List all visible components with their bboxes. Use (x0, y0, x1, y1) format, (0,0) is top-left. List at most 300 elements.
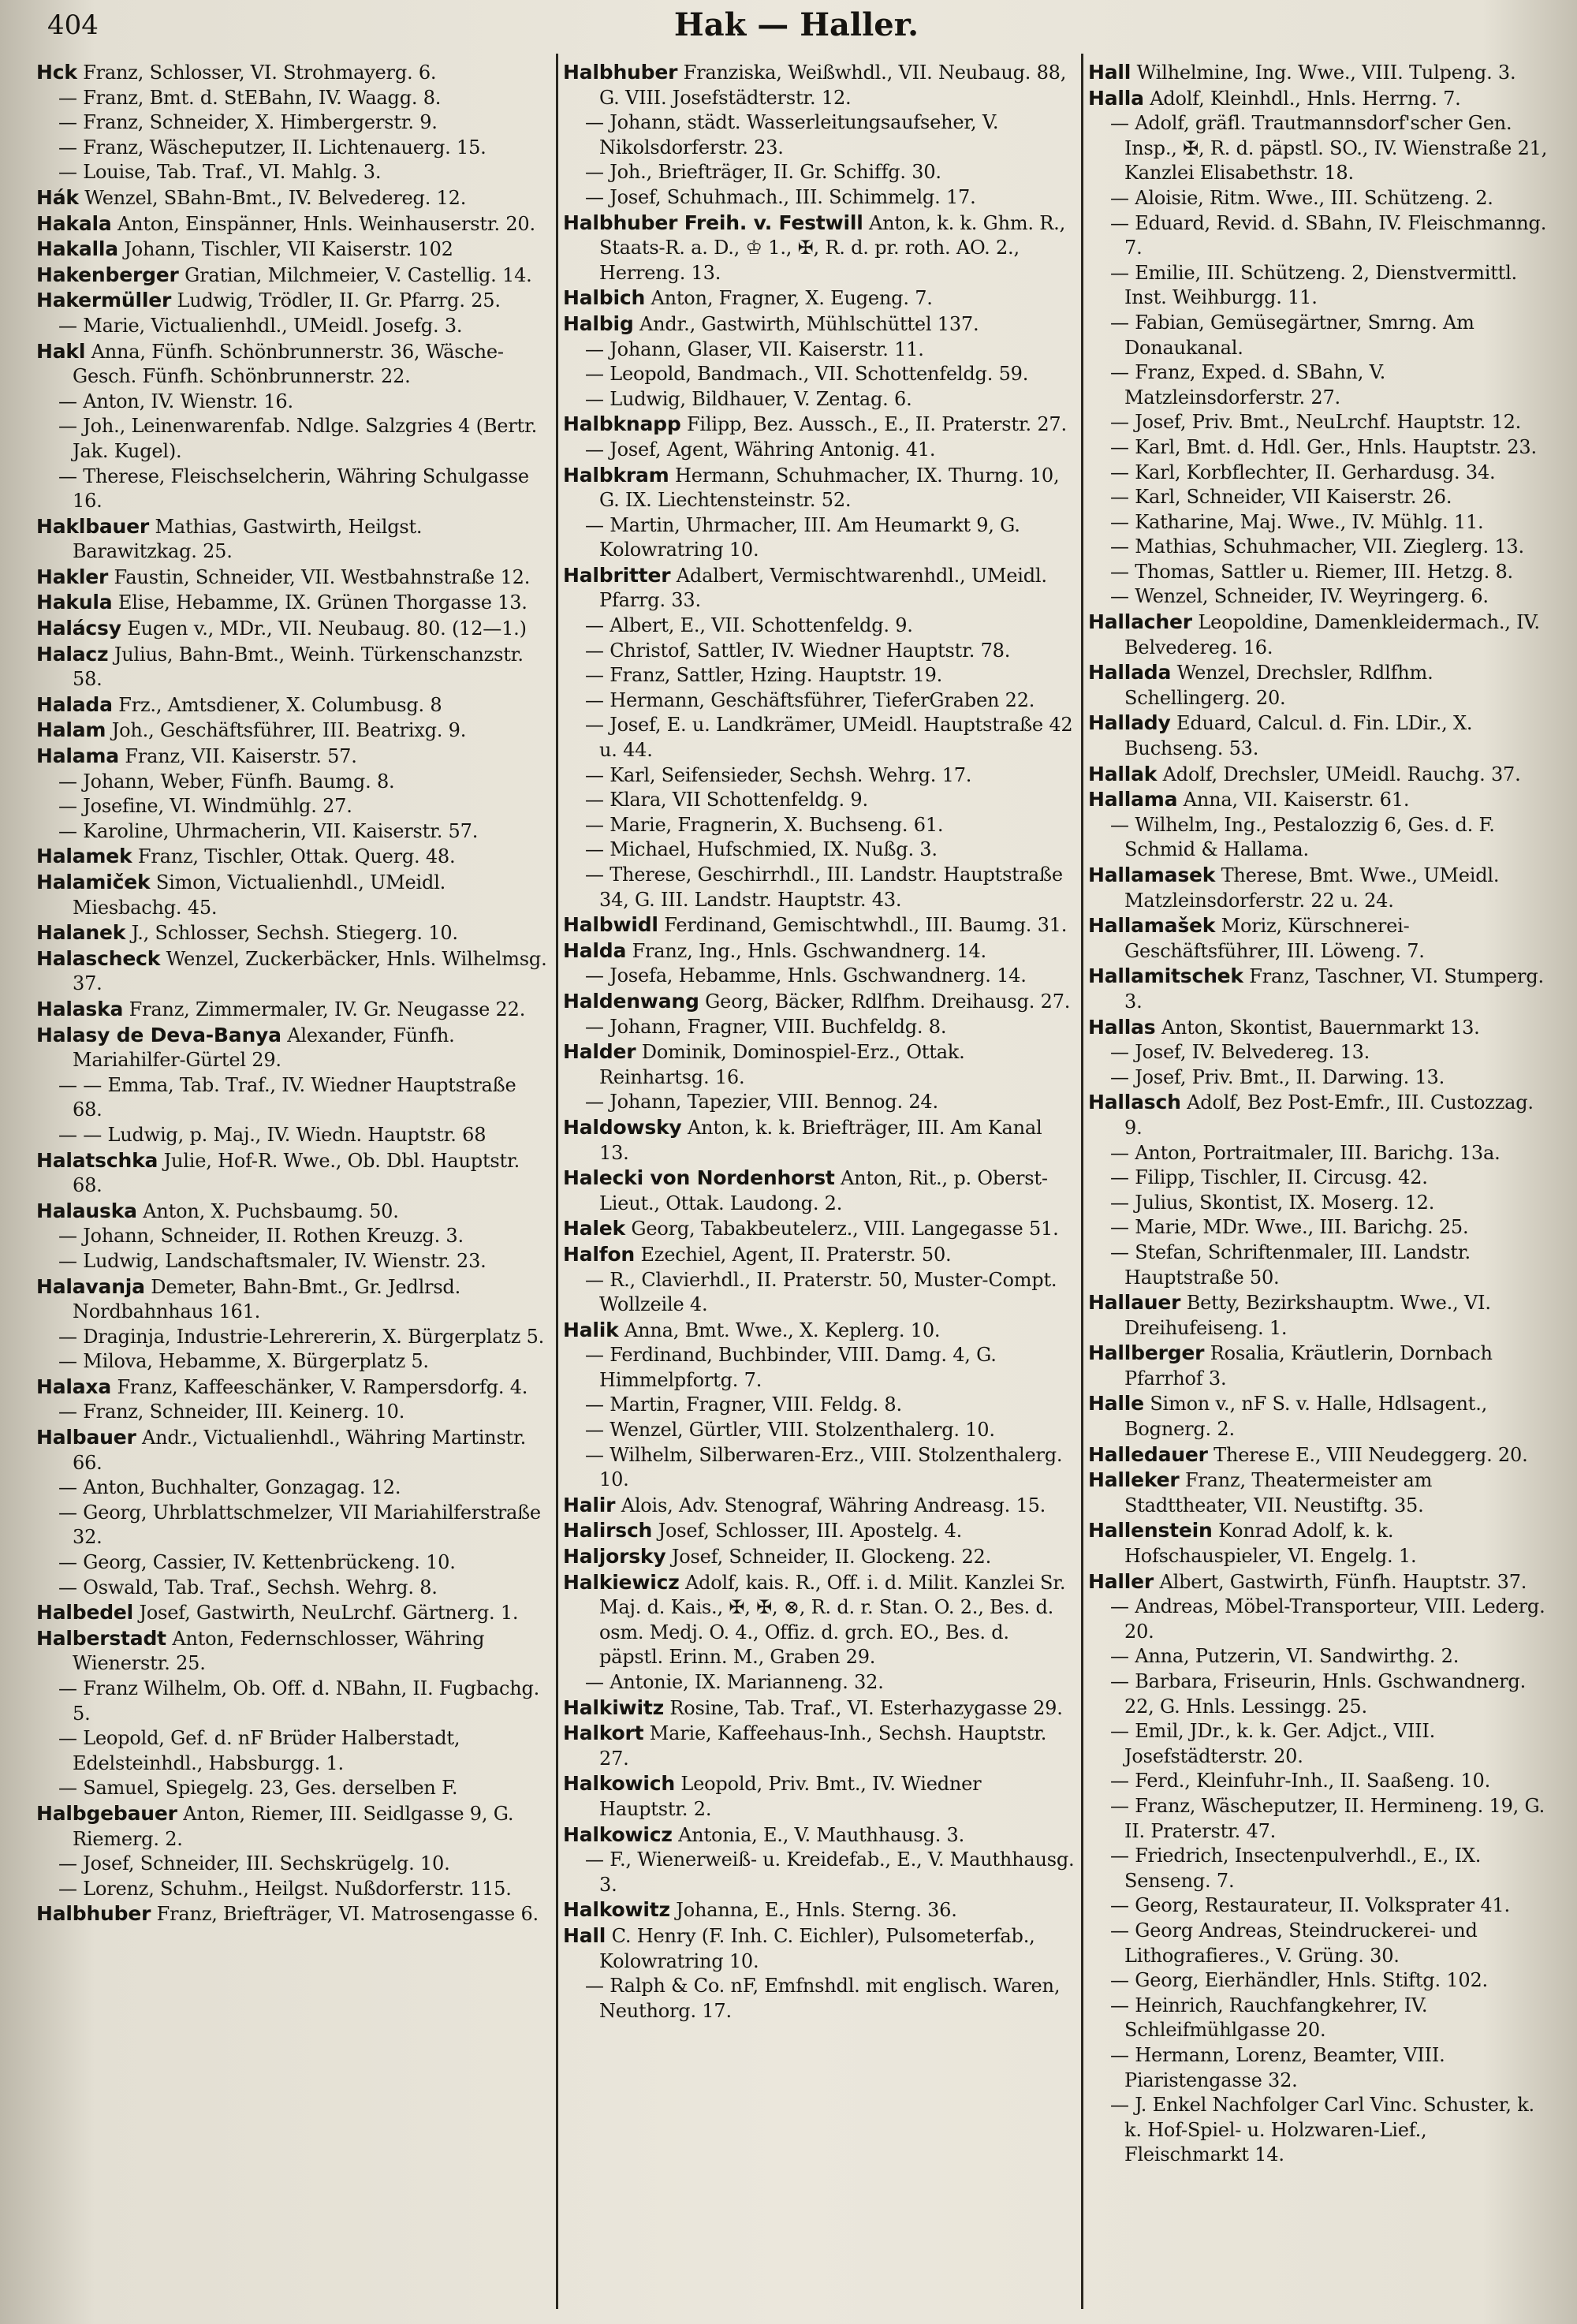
directory-entry (1088, 1719, 1553, 1769)
entry-details: Wenzel, Zuckerbäcker, Hnls. Wilhelmsg. 37. (73, 947, 547, 995)
entry-details: — Martin, Uhrmacher, III. Am Heumarkt 9, G. Kolowratring 10. (585, 513, 1020, 561)
entry-surname: Halla (1088, 86, 1144, 110)
directory-entry (563, 387, 1076, 412)
directory-entry (563, 1695, 1076, 1722)
entry-details: Antonia, E., V. Mauthhausg. 3. (672, 1823, 965, 1846)
entry-surname: Hck (36, 61, 77, 84)
entry-surname: Hallenstein (1088, 1519, 1213, 1542)
directory-entry (36, 616, 549, 642)
entry-details: — Georg Andreas, Steindruckerei- und Lithografieres., V. Grüng. 30. (1110, 1919, 1478, 1967)
directory-entry (1088, 435, 1553, 461)
entry-details: — Josefine, VI. Windmühlg. 27. (58, 795, 352, 818)
entry-details: Adalbert, Vermischtwarenhdl., UMeidl. Pfarrg. 33. (599, 564, 1047, 612)
entry-details: Andr., Victualienhdl., Währing Martinstr. 66. (73, 1427, 527, 1474)
entry-details: Anna, Fünfh. Schönbrunnerstr. 36, Wäsche-Gesch. Fünfh. Schönbrunnerstr. 22. (73, 340, 504, 388)
directory-entry (36, 718, 549, 744)
entry-details: — Draginja, Industrie-Lehrererin, X. Bürgerplatz 5. (58, 1325, 545, 1348)
entry-details: — Lorenz, Schuhm., Heilgst. Nußdorferstr. 115. (58, 1877, 512, 1900)
entry-details: Adolf, Drechsler, UMeidl. Rauchg. 37. (1157, 763, 1521, 785)
directory-entry (36, 1550, 549, 1576)
entry-details: — Christof, Sattler, IV. Wiedner Hauptstr. 78. (585, 639, 1011, 662)
entry-surname: Haljorsky (563, 1545, 666, 1569)
directory-entry (1088, 1040, 1553, 1065)
directory-entry (36, 1375, 549, 1401)
entry-surname: Hakler (36, 565, 109, 588)
entry-details: Mathias, Gastwirth, Heilgst. Barawitzkag. 25. (73, 515, 423, 563)
entry-surname: Halanek (36, 921, 126, 945)
entry-details: — Leopold, Gef. d. nF Brüder Halberstadt, Edelsteinhdl., Habsburgg. 1. (58, 1727, 460, 1774)
entry-details: Andr., Gastwirth, Mühlschüttel 137. (633, 312, 979, 335)
entry-details: — Georg, Eierhändler, Hnls. Stiftg. 102. (1110, 1969, 1488, 1992)
directory-entry (563, 1721, 1076, 1771)
entry-details: — Anton, Portraitmaler, III. Barichg. 13a. (1110, 1141, 1501, 1164)
directory-entry (36, 1325, 549, 1350)
entry-details: Moriz, Kürschnerei-Geschäftsführer, III. Löweng. 7. (1124, 915, 1425, 962)
directory-entry (36, 1249, 549, 1274)
entry-surname: Halama (36, 744, 119, 768)
directory-entry (563, 438, 1076, 463)
entry-surname: Halbwidl (563, 913, 658, 937)
entry-details: Franz, Zimmermaler, IV. Gr. Neugasse 22. (123, 998, 526, 1020)
directory-entry (563, 1115, 1076, 1166)
directory-entry (36, 514, 549, 565)
directory-entry (36, 1877, 549, 1902)
entry-surname: Halascheck (36, 946, 161, 970)
entry-details: — Emil, JDr., k. k. Ger. Adjct., VIII. Josefstädterstr. 20. (1110, 1720, 1436, 1767)
entry-details: — Julius, Skontist, IX. Moserg. 12. (1110, 1191, 1435, 1214)
entry-details: Alexander, Fünfh. Mariahilfer-Gürtel 29. (73, 1024, 455, 1072)
directory-entry (36, 1677, 549, 1726)
directory-entry (36, 1224, 549, 1249)
entry-details: — Albert, E., VII. Schottenfeldg. 9. (585, 614, 913, 637)
directory-entry (563, 1670, 1076, 1695)
entry-surname: Halacz (36, 642, 109, 666)
entry-details: Julius, Bahn-Bmt., Weinh. Türkenschanzstr. 58. (73, 643, 524, 691)
directory-entry (563, 1544, 1076, 1570)
entry-details: Marie, Kaffeehaus-Inh., Sechsh. Hauptstr. 27. (599, 1722, 1047, 1770)
directory-entry (563, 1418, 1076, 1443)
entry-details: — Samuel, Spiegelg. 23, Ges. derselben F. (58, 1777, 458, 1800)
entry-surname: Halaxa (36, 1375, 112, 1398)
directory-entry (36, 160, 549, 185)
entry-details: — Johann, Weber, Fünfh. Baumg. 8. (58, 770, 395, 793)
entry-details: — Therese, Fleischselcherin, Währing Schulgasse 16. (58, 464, 529, 513)
entry-details: — Michael, Hufschmied, IX. Nußg. 3. (585, 838, 938, 861)
entry-details: — Anton, IV. Wienstr. 16. (58, 390, 293, 412)
entry-details: Anton, Riemer, III. Seidlgasse 9, G. Riemerg. 2. (73, 1802, 514, 1850)
entry-details: — Katharine, Maj. Wwe., IV. Mühlg. 11. (1110, 510, 1484, 533)
entry-surname: Hall (563, 1923, 606, 1947)
directory-entry (563, 989, 1076, 1015)
directory-entry (1088, 787, 1553, 813)
entry-details: Julie, Hof-R. Wwe., Ob. Dbl. Hauptstr. 68. (73, 1149, 520, 1197)
directory-entry (36, 1425, 549, 1475)
column-3 (1088, 60, 1553, 2315)
directory-entry (36, 946, 549, 997)
entry-surname: Halda (563, 938, 627, 962)
entry-details: J., Schlosser, Sechsh. Stiegerg. 10. (125, 922, 458, 945)
directory-entry (1088, 1669, 1553, 1719)
entry-details: — Franz, Sattler, Hzing. Hauptstr. 19. (585, 664, 943, 687)
entry-surname: Halir (563, 1493, 616, 1516)
entry-details: — Hermann, Lorenz, Beamter, VIII. Piaristengasse 32. (1110, 2043, 1445, 2091)
entry-details: — Klara, VII Schottenfeldg. 9. (585, 789, 868, 811)
entry-surname: Halik (563, 1318, 619, 1341)
directory-entry (563, 1771, 1076, 1822)
entry-surname: Halirsch (563, 1519, 653, 1542)
entry-details: Frz., Amtsdiener, X. Columbusg. 8 (112, 693, 442, 716)
directory-entry (1088, 360, 1553, 410)
entry-details: Gratian, Milchmeier, V. Castellig. 14. (178, 263, 532, 286)
entry-surname: Halasy de Deva-Banya (36, 1023, 281, 1046)
entry-details: Joh., Geschäftsführer, III. Beatrixg. 9. (106, 719, 467, 742)
directory-entry (563, 1268, 1076, 1318)
entry-details: — Franz, Wäscheputzer, II. Hermineng. 19, G. II. Praterstr. 47. (1110, 1794, 1545, 1842)
entry-details: Franz, Ing., Hnls. Gschwandnerg. 14. (626, 939, 986, 962)
directory-entry (563, 1039, 1076, 1090)
entry-surname: Hallberger (1088, 1341, 1205, 1365)
entry-details: Wenzel, SBahn-Bmt., IV. Belvedereg. 12. (78, 186, 467, 209)
entry-details: — Wenzel, Gürtler, VIII. Stolzenthalerg. 10. (585, 1419, 995, 1442)
entry-details: Franz, Briefträger, VI. Matrosengasse 6. (151, 1903, 539, 1926)
directory-entry (36, 237, 549, 263)
entry-surname: Hallady (1088, 711, 1171, 735)
entry-surname: Halatschka (36, 1148, 158, 1172)
entry-details: Filipp, Bez. Aussch., E., II. Praterstr. 27. (680, 413, 1067, 436)
entry-surname: Hakermüller (36, 289, 172, 312)
entry-details: — Josefa, Hebamme, Hnls. Gschwandnerg. 14. (585, 964, 1027, 987)
directory-entry (1088, 2093, 1553, 2168)
entry-surname: Halaska (36, 997, 124, 1020)
directory-entry (563, 763, 1076, 789)
entry-details: — Hermann, Geschäftsführer, TieferGraben 22. (585, 688, 1035, 711)
directory-entry (1088, 660, 1553, 711)
entry-surname: Hallauer (1088, 1291, 1181, 1315)
directory-entry (1088, 1968, 1553, 1994)
entry-surname: Halfon (563, 1242, 636, 1266)
entry-details: — R., Clavierhdl., II. Praterstr. 50, Muster-Compt. Wollzeile 4. (585, 1268, 1057, 1316)
entry-surname: Halbgebauer (36, 1801, 177, 1825)
entry-surname: Hakenberger (36, 263, 179, 286)
directory-entry (36, 314, 549, 339)
directory-entry (36, 590, 549, 616)
entry-surname: Halam (36, 718, 106, 742)
directory-entry (1088, 1569, 1553, 1595)
directory-entry (36, 339, 549, 390)
directory-entry (36, 414, 549, 464)
directory-entry (36, 288, 549, 314)
entry-details: — Heinrich, Rauchfangkehrer, IV. Schleifmühlgasse 20. (1110, 1994, 1428, 2042)
entry-details: — Franz, Wäscheputzer, II. Lichtenauerg. 15. (58, 136, 487, 159)
entry-details: — Louise, Tab. Traf., VI. Mahlg. 3. (58, 161, 382, 184)
entry-details: — Mathias, Schuhmacher, VII. Zieglerg. 13. (1110, 535, 1524, 558)
entry-details: — Thomas, Sattler u. Riemer, III. Hetzg. 8. (1110, 560, 1513, 583)
entry-details: — Johann, Tapezier, VIII. Bennog. 24. (585, 1091, 938, 1114)
entry-surname: Halecki von Nordenhorst (563, 1166, 835, 1190)
directory-entry (1088, 1240, 1553, 1290)
entry-surname: Haller (1088, 1569, 1154, 1593)
directory-entry (36, 1776, 549, 1801)
entry-surname: Halada (36, 692, 113, 716)
directory-entry (36, 770, 549, 795)
directory-entry (563, 1216, 1076, 1242)
entry-details: Eduard, Calcul. d. Fin. LDir., X. Buchseng. 53. (1124, 712, 1473, 760)
entry-details: — Anton, Buchhalter, Gonzagag. 12. (58, 1476, 401, 1499)
directory-entry (36, 1199, 549, 1225)
directory-entry (1088, 813, 1553, 863)
directory-entry (1088, 1518, 1553, 1569)
directory-entry (563, 1897, 1076, 1923)
directory-entry (36, 1576, 549, 1601)
directory-entry (563, 863, 1076, 912)
entry-details: C. Henry (F. Inh. C. Eichler), Pulsometerfab., Kolowratring 10. (599, 1924, 1035, 1972)
directory-entry (563, 1090, 1076, 1115)
directory-entry (563, 60, 1076, 110)
entry-details: Adolf, Bez Post-Emfr., III. Custozzag. 9. (1124, 1091, 1534, 1139)
directory-entry (563, 938, 1076, 964)
directory-entry (36, 1274, 549, 1325)
entry-details: — Karl, Seifensieder, Sechsh. Wehrg. 17. (585, 763, 972, 786)
directory-entry (1088, 1191, 1553, 1216)
directory-entry (36, 136, 549, 161)
entry-details: — Wilhelm, Ing., Pestalozzig 6, Ges. d. F. Schmid & Hallama. (1110, 813, 1495, 861)
directory-entry (36, 1023, 549, 1073)
entry-surname: Halkiewicz (563, 1570, 680, 1594)
entry-surname: Haldowsky (563, 1115, 682, 1139)
entry-surname: Halavanja (36, 1274, 145, 1298)
directory-entry (1088, 863, 1553, 913)
column-divider (556, 54, 558, 2309)
directory-entry (563, 713, 1076, 763)
directory-entry (36, 744, 549, 770)
entry-details: Faustin, Schneider, VII. Westbahnstraße 12. (108, 565, 531, 588)
directory-entry (36, 1123, 549, 1148)
directory-entry (36, 870, 549, 920)
entry-details: — — Emma, Tab. Traf., IV. Wiedner Hauptstraße 68. (58, 1073, 516, 1121)
entry-details: Ludwig, Trödler, II. Gr. Pfarrg. 25. (171, 289, 501, 312)
directory-entry (1088, 1215, 1553, 1240)
entry-details: Josef, Schneider, II. Glockeng. 22. (665, 1546, 992, 1569)
directory-entry (1088, 1994, 1553, 2043)
directory-entry (563, 639, 1076, 664)
directory-entry (36, 1148, 549, 1199)
directory-entry (1088, 1166, 1553, 1191)
directory-entry (1088, 1290, 1553, 1341)
column-divider (1081, 54, 1083, 2309)
directory-entry (1088, 913, 1553, 964)
entry-details: — Barbara, Friseurin, Hnls. Gschwandnerg. 22, G. Hnls. Lessingg. 25. (1110, 1670, 1527, 1718)
directory-entry (1088, 1090, 1553, 1140)
entry-details: Elise, Hebamme, IX. Grünen Thorgasse 13. (112, 591, 528, 614)
entry-details: — — Ludwig, p. Maj., IV. Wiedn. Hauptstr. 68 (58, 1123, 487, 1146)
directory-entry (1088, 1644, 1553, 1669)
directory-entry (563, 160, 1076, 185)
directory-entry (563, 285, 1076, 311)
entry-surname: Halbedel (36, 1601, 134, 1625)
entry-surname: Hallamasek (1088, 864, 1216, 886)
directory-entry (36, 1626, 549, 1677)
entry-details: Rosalia, Kräutlerin, Dornbach Pfarrhof 3. (1124, 1342, 1493, 1390)
entry-details: Alois, Adv. Stenograf, Währing Andreasg. 15. (615, 1494, 1046, 1516)
directory-entry (1088, 1141, 1553, 1166)
entry-details: — Marie, Fragnerin, X. Buchseng. 61. (585, 813, 944, 836)
directory-entry (36, 642, 549, 692)
directory-entry (563, 788, 1076, 813)
running-head: Hak — Haller. (673, 6, 919, 43)
directory-entry (1088, 762, 1553, 788)
directory-entry (563, 463, 1076, 513)
entry-details: Betty, Bezirkshauptm. Wwe., VI. Dreihufeiseng. 1. (1124, 1292, 1491, 1339)
entry-surname: Hakalla (36, 237, 118, 261)
directory-entry (563, 185, 1076, 211)
entry-details: — Georg, Restaurateur, II. Volksprater 41. (1110, 1894, 1510, 1917)
directory-entry (36, 1349, 549, 1375)
directory-entry (1088, 1341, 1553, 1391)
entry-details: — Joh., Leinenwarenfab. Ndlge. Salzgries 4 (Bertr. Jak. Kugel). (58, 415, 538, 462)
column-2 (563, 60, 1076, 2315)
directory-entry (563, 912, 1076, 938)
entry-details: — Josef, Agent, Währing Antonig. 41. (585, 438, 936, 461)
entry-details: Franz, Taschner, VI. Stumperg. 3. (1124, 965, 1544, 1013)
entry-details: Anton, k. k. Briefträger, III. Am Kanal 13. (599, 1116, 1042, 1164)
directory-entry (1088, 1794, 1553, 1844)
entry-details: Josef, Schlosser, III. Apostelg. 4. (652, 1520, 963, 1542)
directory-entry (36, 1852, 549, 1877)
entry-details: — Josef, Priv. Bmt., NeuLrchf. Hauptstr. 12. (1110, 411, 1522, 434)
entry-details: Simon, Victualienhdl., UMeidl. Miesbachg. 45. (73, 871, 446, 919)
entry-details: — Ferdinand, Buchbinder, VIII. Damg. 4, G. Himmelpfortg. 7. (585, 1344, 997, 1391)
entry-details: Franz, Theatermeister am Stadttheater, VII. Neustiftg. 35. (1124, 1469, 1433, 1516)
directory-entry (563, 1343, 1076, 1393)
directory-entry (563, 964, 1076, 989)
entry-details: Georg, Bäcker, Rdlfhm. Dreihausg. 27. (699, 990, 1071, 1013)
entry-details: Anton, k. k. Ghm. R., Staats-R. a. D., ♔ 1., ✠, R. d. pr. roth. AO. 2., Herreng. 13. (599, 211, 1065, 284)
entry-details: — Johann, Schneider, II. Rothen Kreuzg. 3. (58, 1225, 464, 1248)
directory-entry (563, 1393, 1076, 1418)
entry-details: — Wenzel, Schneider, IV. Weyringerg. 6. (1110, 585, 1489, 608)
entry-surname: Hallada (1088, 661, 1172, 685)
column-1 (36, 60, 549, 2315)
entry-surname: Halbig (563, 311, 634, 335)
directory-entry (1088, 410, 1553, 435)
directory-entry (36, 464, 549, 514)
entry-details: Franz, Tischler, Ottak. Querg. 48. (132, 845, 456, 868)
directory-entry (563, 1923, 1076, 1974)
directory-entry (36, 692, 549, 718)
entry-surname: Hallasch (1088, 1091, 1181, 1114)
directory-entry (563, 663, 1076, 688)
directory-entry (36, 1073, 549, 1123)
entry-surname: Halkowicz (563, 1822, 673, 1846)
directory-entry (1088, 60, 1553, 86)
entry-details: — Filipp, Tischler, II. Circusg. 42. (1110, 1166, 1428, 1189)
entry-surname: Halkiwitz (563, 1695, 664, 1719)
directory-entry (36, 565, 549, 591)
entry-details: — Marie, Victualienhdl., UMeidl. Josefg. 3. (58, 314, 463, 337)
directory-entry (1088, 1442, 1553, 1468)
entry-details: — Josef, E. u. Landkrämer, UMeidl. Hauptstraße 42 u. 44. (585, 714, 1073, 762)
entry-details: — Josef, Schuhmach., III. Schimmelg. 17. (585, 185, 976, 208)
directory-entry (36, 1801, 549, 1852)
entry-details: Johann, Tischler, VII Kaiserstr. 102 (117, 238, 453, 261)
entry-details: Adolf, kais. R., Off. i. d. Milit. Kanzlei Sr. Maj. d. Kais., ✠, ✠, ⊗, R. d. r. Stan. O. 2., Bes. d. osm. Medj. O. 4., Offiz. d. grch. EO., Bes. d. päpstl. Erinn. M., Graben 29. (599, 1571, 1066, 1669)
entry-details: — Andreas, Möbel-Transporteur, VIII. Lederg. 20. (1110, 1595, 1545, 1643)
directory-entry (36, 1501, 549, 1550)
directory-entry (563, 1318, 1076, 1344)
entry-details: — Anna, Putzerin, VI. Sandwirthg. 2. (1110, 1645, 1460, 1668)
entry-details: Rosine, Tab. Traf., VI. Esterhazygasse 29. (663, 1696, 1063, 1719)
entry-details: — Johann, Fragner, VIII. Buchfeldg. 8. (585, 1015, 947, 1038)
directory-entry (1088, 211, 1553, 261)
entry-surname: Halkowitz (563, 1898, 670, 1922)
entry-details: — Franz, Bmt. d. StEBahn, IV. Waagg. 8. (58, 86, 442, 109)
entry-details: Josef, Gastwirth, NeuLrchf. Gärtnerg. 1. (133, 1602, 519, 1625)
entry-surname: Hakl (36, 339, 86, 363)
entry-details: — Antonie, IX. Marianneng. 32. (585, 1671, 884, 1693)
entry-surname: Halbich (563, 286, 646, 310)
directory-entry (563, 211, 1076, 286)
entry-details: Franziska, Weißwhdl., VII. Neubaug. 88, G. VIII. Josefstädterstr. 12. (599, 62, 1067, 109)
directory-entry (36, 1901, 549, 1927)
page-number: 404 (47, 9, 99, 41)
directory-entry (1088, 111, 1553, 186)
directory-entry (1088, 1015, 1553, 1041)
entry-details: Dominik, Dominospiel-Erz., Ottak. Reinhartsg. 16. (599, 1041, 965, 1088)
entry-details: — Johann, städt. Wasserleitungsaufseher, V. Nikolsdorferstr. 23. (585, 111, 999, 159)
entry-details: — Karl, Bmt. d. Hdl. Ger., Hnls. Hauptstr. 23. (1110, 435, 1537, 458)
entry-surname: Halledauer (1088, 1442, 1208, 1466)
entry-surname: Halder (563, 1040, 636, 1064)
entry-details: — Josef, IV. Belvedereg. 13. (1110, 1041, 1370, 1064)
entry-details: — Ralph & Co. nF, Emfnshdl. mit englisch. Waren, Neuthorg. 17. (585, 1975, 1061, 2022)
entry-details: Simon v., nF S. v. Halle, Hdlsagent., Bognerg. 2. (1124, 1393, 1488, 1441)
entry-surname: Halle (1088, 1392, 1144, 1416)
entry-surname: Halkowich (563, 1772, 675, 1796)
directory-entry (36, 1475, 549, 1501)
entry-details: Anton, Skontist, Bauernmarkt 13. (1155, 1016, 1480, 1039)
directory-entry (36, 263, 549, 289)
entry-details: — Joh., Briefträger, II. Gr. Schiffg. 30. (585, 161, 941, 184)
entry-surname: Haldenwang (563, 989, 699, 1013)
directory-entry (563, 1518, 1076, 1544)
entry-details: Wilhelmine, Ing. Wwe., VIII. Tulpeng. 3. (1131, 62, 1516, 84)
entry-details: — Ludwig, Landschaftsmaler, IV. Wienstr. 23. (58, 1249, 487, 1272)
entry-details: — Ludwig, Bildhauer, V. Zentag. 6. (585, 387, 912, 410)
entry-details: Ferdinand, Gemischtwhdl., III. Baumg. 31. (658, 914, 1068, 937)
entry-surname: Halbauer (36, 1426, 136, 1449)
entry-surname: Halkort (563, 1722, 644, 1745)
directory-entry (1088, 86, 1553, 112)
entry-details: Anna, Bmt. Wwe., X. Keplerg. 10. (618, 1319, 941, 1341)
directory-entry (1088, 1468, 1553, 1518)
entry-details: Leopold, Priv. Bmt., IV. Wiedner Hauptstr. 2. (599, 1773, 982, 1820)
entry-details: — Emilie, III. Schützeng. 2, Dienstvermittl. Inst. Weihburgg. 11. (1110, 261, 1517, 309)
entry-details: — Johann, Glaser, VII. Kaiserstr. 11. (585, 338, 924, 360)
directory-entry (36, 819, 549, 845)
directory-entry (563, 412, 1076, 438)
directory-entry (1088, 461, 1553, 486)
directory-entry (1088, 1065, 1553, 1091)
entry-surname: Halleker (1088, 1468, 1180, 1492)
entry-details: Anton, Einspänner, Hnls. Weinhauserstr. 20. (111, 212, 535, 235)
page-header (47, 6, 1545, 46)
directory-entry (563, 1242, 1076, 1268)
entry-details: — Marie, MDr. Wwe., III. Barichg. 25. (1110, 1216, 1469, 1239)
directory-entry (563, 1443, 1076, 1493)
entry-surname: Hakula (36, 591, 113, 614)
entry-details: Leopoldine, Damenkleidermach., IV. Belvedereg. 16. (1124, 611, 1540, 658)
entry-details: Albert, Gastwirth, Fünfh. Hauptstr. 37. (1154, 1570, 1527, 1593)
